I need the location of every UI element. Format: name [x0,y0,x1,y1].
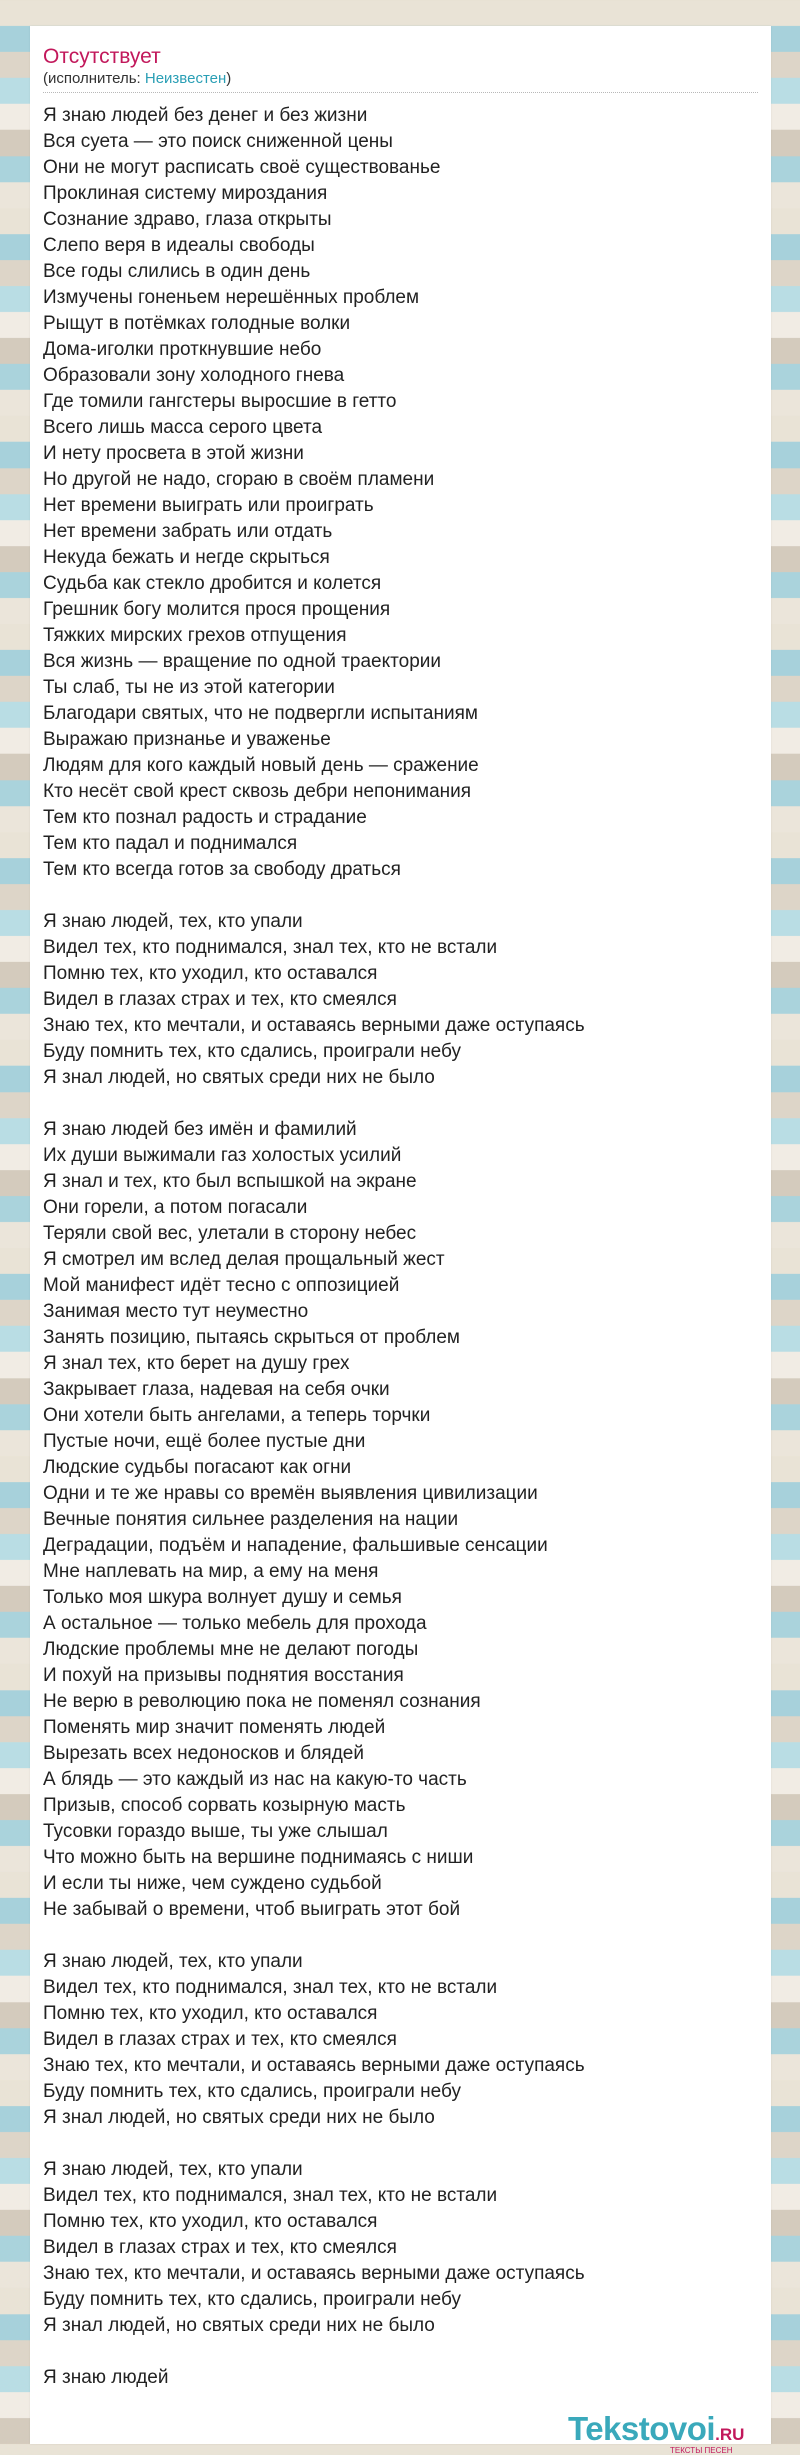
lyric-line: Нет времени выиграть или проиграть [43,495,374,516]
lyric-line: Нет времени забрать или отдать [43,521,333,542]
lyric-line: Тем кто познал радость и страдание [43,807,367,828]
lyric-line: Вечные понятия сильнее разделения на нации [43,1509,459,1530]
lyric-line: Образовали зону холодного гнева [43,365,345,386]
lyric-line: Грешник богу молится прося прощения [43,599,391,620]
lyric-line: Я знаю людей без имён и фамилий [43,1119,357,1140]
lyric-line: Буду помнить тех, кто сдались, проиграли небу [43,2081,461,2102]
lyric-line: Дома-иголки проткнувшие небо [43,339,322,360]
lyric-line: Знаю тех, кто мечтали, и оставаясь верными даже оступаясь [43,1015,585,1036]
lyric-line: Не верю в революцию пока не поменял сознания [43,1691,481,1712]
lyric-line [43,2131,758,2157]
lyric-line: Они хотели быть ангелами, а теперь торчки [43,1405,431,1426]
lyric-line: Где томили гангстеры выросшие в гетто [43,391,397,412]
lyric-line: Выражаю признанье и уваженье [43,729,331,750]
lyric-line: Мне наплевать на мир, а ему на меня [43,1561,379,1582]
lyric-line [43,1923,758,1949]
lyric-line: Людские проблемы мне не делают погоды [43,1639,419,1660]
artist-link[interactable]: Неизвестен [144,70,227,87]
lyric-line: Проклиная систему мироздания [43,183,328,204]
lyric-line: Деградации, подъём и нападение, фальшивые сенсации [43,1535,548,1556]
lyric-line: Я знал людей, но святых среди них не было [43,2107,435,2128]
lyric-line: Я знаю людей без денег и без жизни [43,105,368,126]
lyric-line: Я знал тех, кто берет на душу грех [43,1353,350,1374]
lyric-line: Помню тех, кто уходил, кто оставался [43,2211,378,2232]
lyric-line: Сознание здраво, глаза открыты [43,209,332,230]
lyric-line: Видел тех, кто поднимался, знал тех, кто не встали [43,1977,498,1998]
lyric-line: И нету просвета в этой жизни [43,443,304,464]
lyrics-page [30,26,771,2455]
lyric-line: Тусовки гораздо выше, ты уже слышал [43,1821,388,1842]
lyric-line: Я знаю людей, тех, кто упали [43,2159,303,2180]
lyric-line: Они горели, а потом погасали [43,1197,308,1218]
lyric-line: Знаю тех, кто мечтали, и оставаясь верными даже оступаясь [43,2263,585,2284]
lyric-line: И похуй на призывы поднятия восстания [43,1665,404,1686]
lyric-line: Всего лишь масса серого цвета [43,417,323,438]
lyric-line: Знаю тех, кто мечтали, и оставаясь верными даже оступаясь [43,2055,585,2076]
lyric-line: Я знал и тех, кто был вспышкой на экране [43,1171,417,1192]
lyric-line: Пустые ночи, ещё более пустые дни [43,1431,366,1452]
lyric-line: Но другой не надо, сгораю в своём пламени [43,469,435,490]
lyric-line: Вырезать всех недоносков и блядей [43,1743,364,1764]
lyric-line: Тем кто всегда готов за свободу драться [43,859,401,880]
lyric-line: Призыв, способ сорвать козырную масть [43,1795,406,1816]
lyric-line: Я знал людей, но святых среди них не было [43,2315,435,2336]
site-logo[interactable] [568,2410,758,2454]
artist-suffix: ) [226,70,232,87]
song-title: Отсутствует [43,45,161,68]
lyric-line: А остальное — только мебель для прохода [43,1613,427,1634]
lyric-line: Видел тех, кто поднимался, знал тех, кто не встали [43,937,498,958]
lyric-line: Помню тех, кто уходил, кто оставался [43,963,378,984]
lyric-line: Я смотрел им вслед делая прощальный жест [43,1249,445,1270]
lyric-line: Буду помнить тех, кто сдались, проиграли небу [43,1041,461,1062]
lyric-line: Вся суета — это поиск сниженной цены [43,131,393,152]
lyric-line: Их души выжимали газ холостых усилий [43,1145,402,1166]
lyric-line: Видел в глазах страх и тех, кто смеялся [43,2029,397,2050]
lyric-line: Мой манифест идёт тесно с оппозицией [43,1275,400,1296]
lyric-line: Тяжких мирских грехов отпущения [43,625,347,646]
lyric-line: Теряли свой вес, улетали в сторону небес [43,1223,417,1244]
lyric-line: А блядь — это каждый из нас на какую-то часть [43,1769,467,1790]
lyric-line: Я знаю людей, тех, кто упали [43,1951,303,1972]
lyric-line: Слепо веря в идеалы свободы [43,235,315,256]
lyric-line: Все годы слились в один день [43,261,311,282]
lyric-line: Я знаю людей, тех, кто упали [43,911,303,932]
lyric-line: Не забывай о времени, чтоб выиграть этот бой [43,1899,461,1920]
lyric-line: Я знаю людей [43,2367,169,2388]
lyric-line: Видел в глазах страх и тех, кто смеялся [43,989,397,1010]
lyric-line: Они не могут расписать своё существованье [43,157,441,178]
lyric-line: Только моя шкура волнует душу и семья [43,1587,402,1608]
lyric-line: Ты слаб, ты не из этой категории [43,677,335,698]
lyric-line: Людские судьбы погасают как огни [43,1457,352,1478]
lyric-line: Людям для кого каждый новый день — сражение [43,755,479,776]
lyric-line [43,2339,758,2365]
artist-prefix: (исполнитель: [43,70,145,87]
lyric-line [43,883,758,909]
lyric-line: Вся жизнь — вращение по одной траектории [43,651,441,672]
lyric-line: Некуда бежать и негде скрыться [43,547,330,568]
lyric-line: Видел тех, кто поднимался, знал тех, кто не встали [43,2185,498,2206]
lyric-line: И если ты ниже, чем суждено судьбой [43,1873,382,1894]
logo-tagline: ТЕКСТЫ ПЕСЕН [670,2446,733,2455]
lyric-line: Одни и те же нравы со времён выявления цивилизации [43,1483,538,1504]
lyric-line: Тем кто падал и поднимался [43,833,298,854]
lyric-line: Видел в глазах страх и тех, кто смеялся [43,2237,397,2258]
logo-name: Tekstovoi [568,2410,716,2447]
lyric-line: Что можно быть на вершине поднимаясь с ниши [43,1847,474,1868]
lyric-line: Кто несёт свой крест сквозь дебри непонимания [43,781,472,802]
lyric-line: Я знал людей, но святых среди них не было [43,1067,435,1088]
lyric-line [43,1091,758,1117]
lyric-line: Измучены гоненьем нерешённых проблем [43,287,420,308]
lyrics-text [43,103,758,2391]
lyric-line: Помню тех, кто уходил, кто оставался [43,2003,378,2024]
divider [43,92,758,93]
lyric-line: Благодари святых, что не подвергли испытаниям [43,703,478,724]
lyric-line: Занять позицию, пытаясь скрыться от проблем [43,1327,460,1348]
lyric-line: Поменять мир значит поменять людей [43,1717,386,1738]
lyric-line: Занимая место тут неуместно [43,1301,309,1322]
lyric-line: Рыщут в потёмках голодные волки [43,313,351,334]
lyric-line: Буду помнить тех, кто сдались, проиграли небу [43,2289,461,2310]
logo-tld: .RU [715,2425,745,2444]
artist-line [43,70,231,88]
lyric-line: Судьба как стекло дробится и колется [43,573,382,594]
lyric-line: Закрывает глаза, надевая на себя очки [43,1379,390,1400]
